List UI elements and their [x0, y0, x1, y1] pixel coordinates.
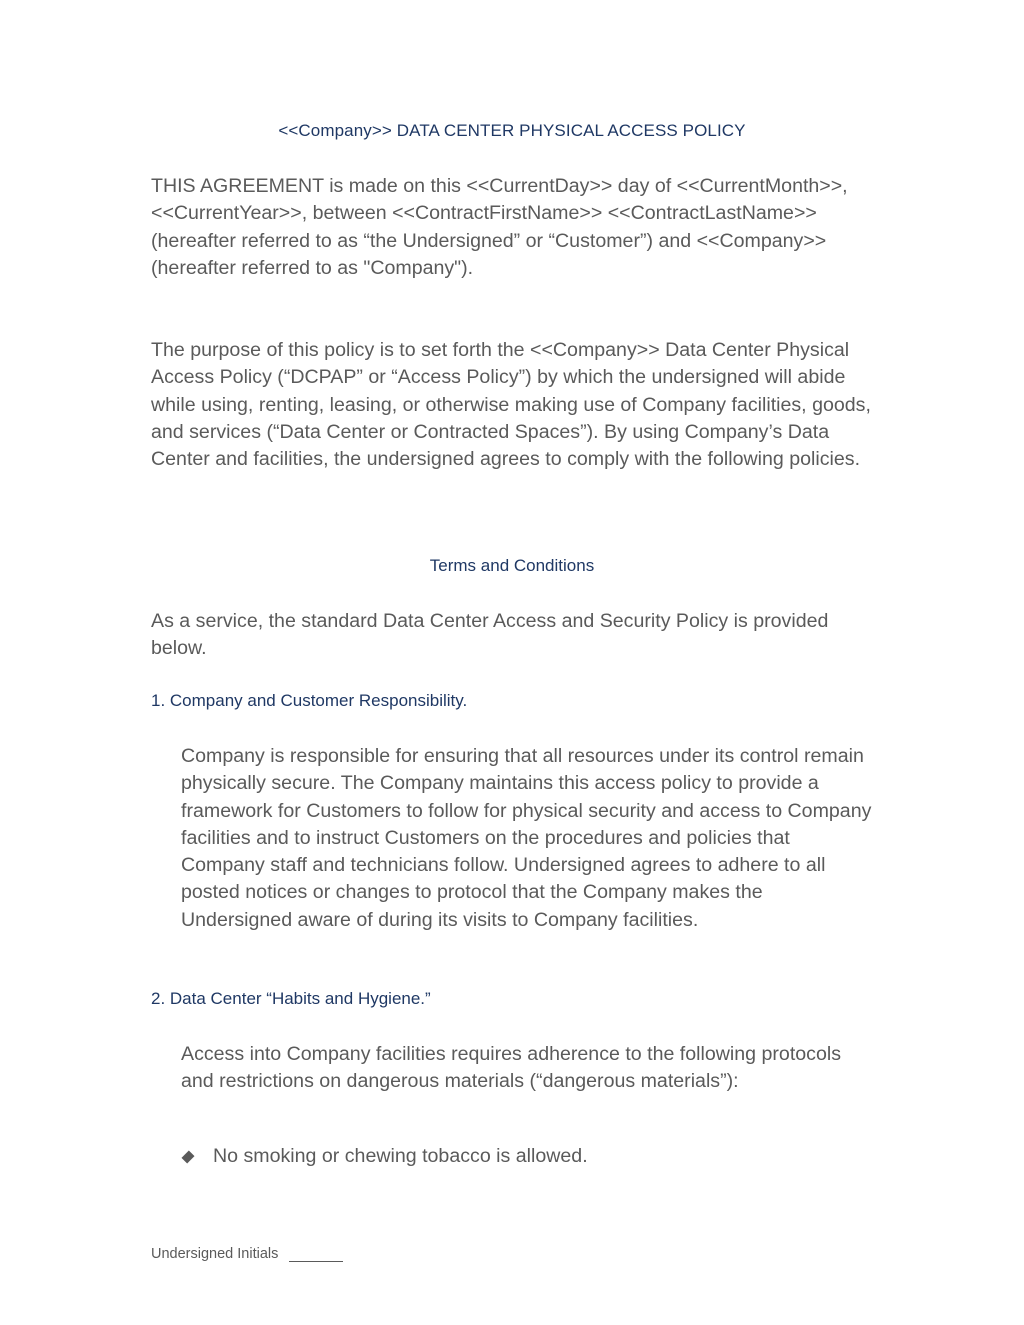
- list-item-text: No smoking or chewing tobacco is allowed.: [213, 1145, 588, 1167]
- diamond-bullet-icon: [181, 1150, 194, 1163]
- section-1-body: Company is responsible for ensuring that all resources under its control remain physically secure. The Company maintains this access policy to provide a framework for Customers to follow for physical security and access to Company facilities and to instruct Customers on the procedures and policies that Company staff and technicians follow. Undersigned agrees to adhere to all posted notices or changes to protocol that the Company makes the Undersigned aware of during its visits to Company facilities.: [181, 745, 872, 931]
- section-1-heading: 1. Company and Customer Responsibility.: [151, 691, 468, 710]
- initials-blank-line: [289, 1245, 343, 1262]
- agreement-intro-paragraph: THIS AGREEMENT is made on this <<CurrentDay>> day of <<CurrentMonth>>, <<CurrentYear>>, between <<ContractFirstName>> <<ContractLastName>> (hereafter referred to as “the Undersigned” or “Customer”) and <<Company>> (hereafter referred to as "Company").: [151, 175, 848, 279]
- section-2-body: Access into Company facilities requires adherence to the following protocols and restrictions on dangerous materials (“dangerous materials”):: [181, 1043, 841, 1093]
- list-item: [181, 1143, 588, 1170]
- terms-heading: Terms and Conditions: [429, 556, 595, 575]
- service-paragraph: As a service, the standard Data Center Access and Security Policy is provided below.: [151, 610, 829, 660]
- section-2-heading: 2. Data Center “Habits and Hygiene.”: [151, 989, 431, 1008]
- footer-initials: [151, 1245, 343, 1262]
- document-title: <<Company>> DATA CENTER PHYSICAL ACCESS POLICY: [278, 121, 746, 140]
- purpose-paragraph: The purpose of this policy is to set forth the <<Company>> Data Center Physical Access Policy (“DCPAP” or “Access Policy”) by which the undersigned will abide while using, renting, leasing, or otherwise making use of Company facilities, goods, and services (“Data Center or Contracted Spaces”). By using Company’s Data Center and facilities, the undersigned agrees to comply with the following policies.: [151, 339, 871, 471]
- initials-label: Undersigned Initials: [151, 1246, 279, 1262]
